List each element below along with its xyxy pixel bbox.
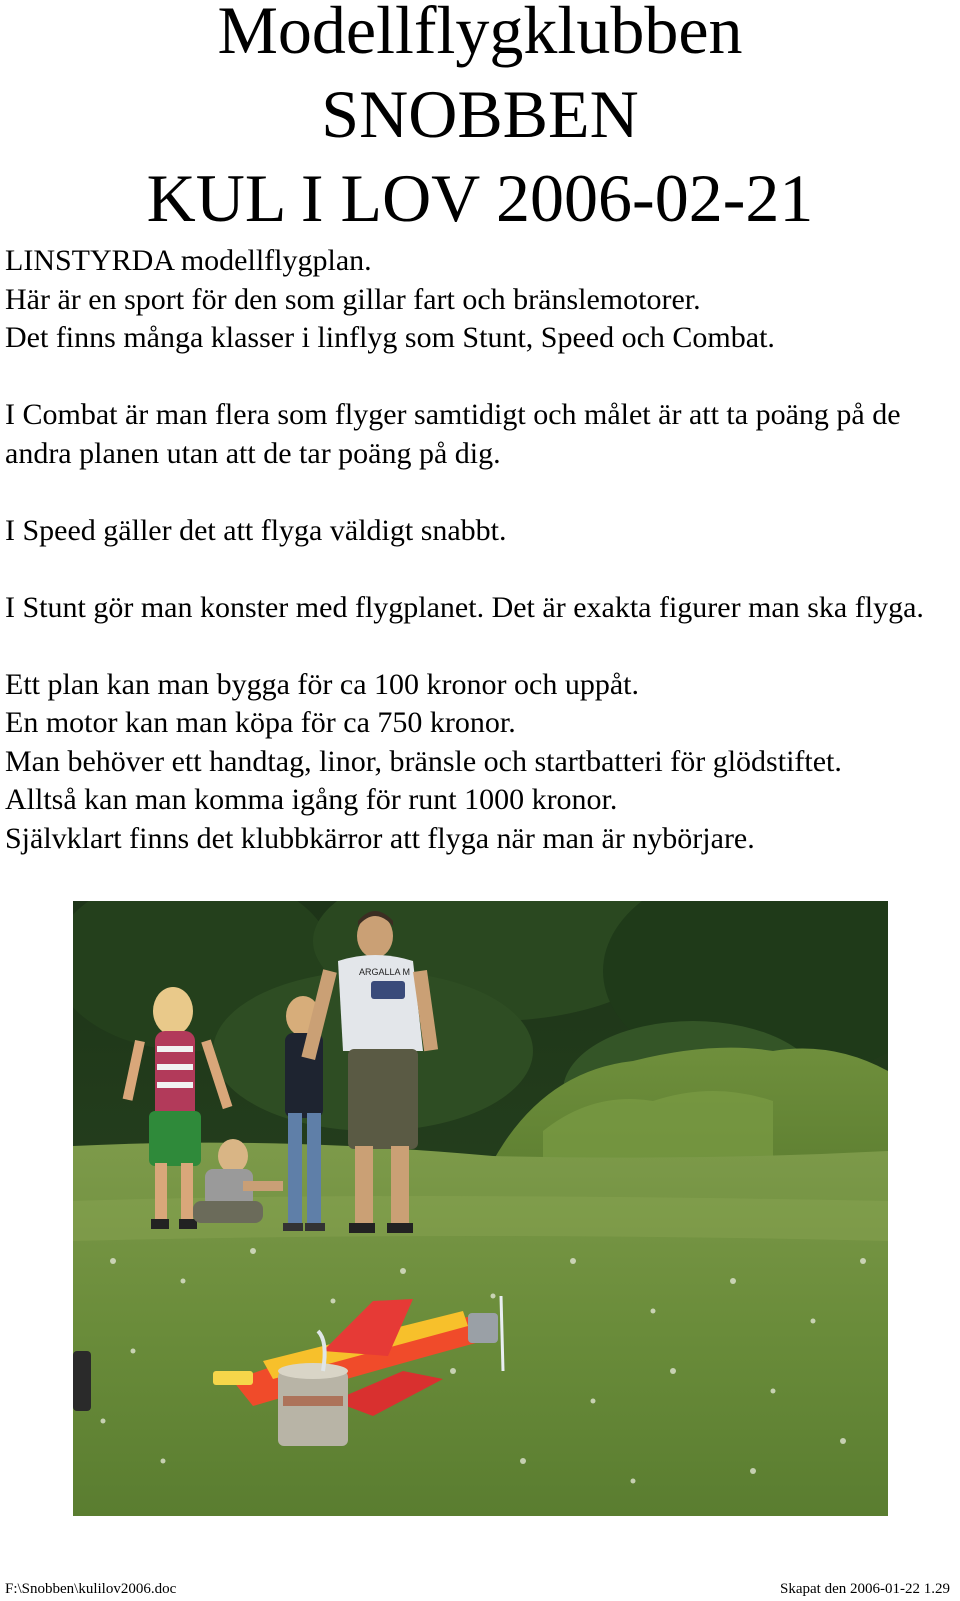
- intro-line-3: Det finns många klasser i linflyg som Stunt, Speed och Combat.: [5, 321, 775, 354]
- page-title: [0, 0, 960, 240]
- tshirt-print: ARGALLA M: [359, 967, 411, 977]
- intro-line-1: LINSTYRDA modellflygplan.: [5, 244, 372, 277]
- cost-line-2: En motor kan man köpa för ca 750 kronor.: [5, 706, 516, 739]
- combat-paragraph: I Combat är man flera som flyger samtidigt och målet är att ta poäng på de andra planen utan att de tar poäng på dig.: [5, 398, 901, 470]
- body-text: [5, 242, 955, 858]
- page-footer: [5, 1580, 950, 1598]
- intro-line-2: Här är en sport för den som gillar fart och bränslemotorer.: [5, 282, 701, 316]
- title-event: KUL I LOV 2006-02-21: [146, 160, 814, 236]
- cost-line-5: Självklart finns det klubbkärror att flyga när man är nybörjare.: [5, 821, 755, 855]
- footer-created-date: Skapat den 2006-01-22 1.29: [780, 1581, 950, 1597]
- cost-line-3: Man behöver ett handtag, linor, bränsle och startbatteri för glödstiftet.: [5, 744, 842, 778]
- stunt-paragraph: I Stunt gör man konster med flygplanet. Det är exakta figurer man ska flyga.: [5, 590, 924, 624]
- footer-file-path: F:\Snobben\kulilov2006.doc: [5, 1581, 177, 1597]
- cost-line-4: Alltså kan man komma igång för runt 1000 kronor.: [5, 783, 618, 816]
- field-photo: [73, 901, 888, 1516]
- title-club-short: SNOBBEN: [321, 76, 639, 152]
- speed-paragraph: I Speed gäller det att flyga väldigt snabbt.: [5, 513, 507, 547]
- title-club-name: Modellflygklubben: [217, 0, 743, 68]
- cost-line-1: Ett plan kan man bygga för ca 100 kronor och uppåt.: [5, 667, 639, 701]
